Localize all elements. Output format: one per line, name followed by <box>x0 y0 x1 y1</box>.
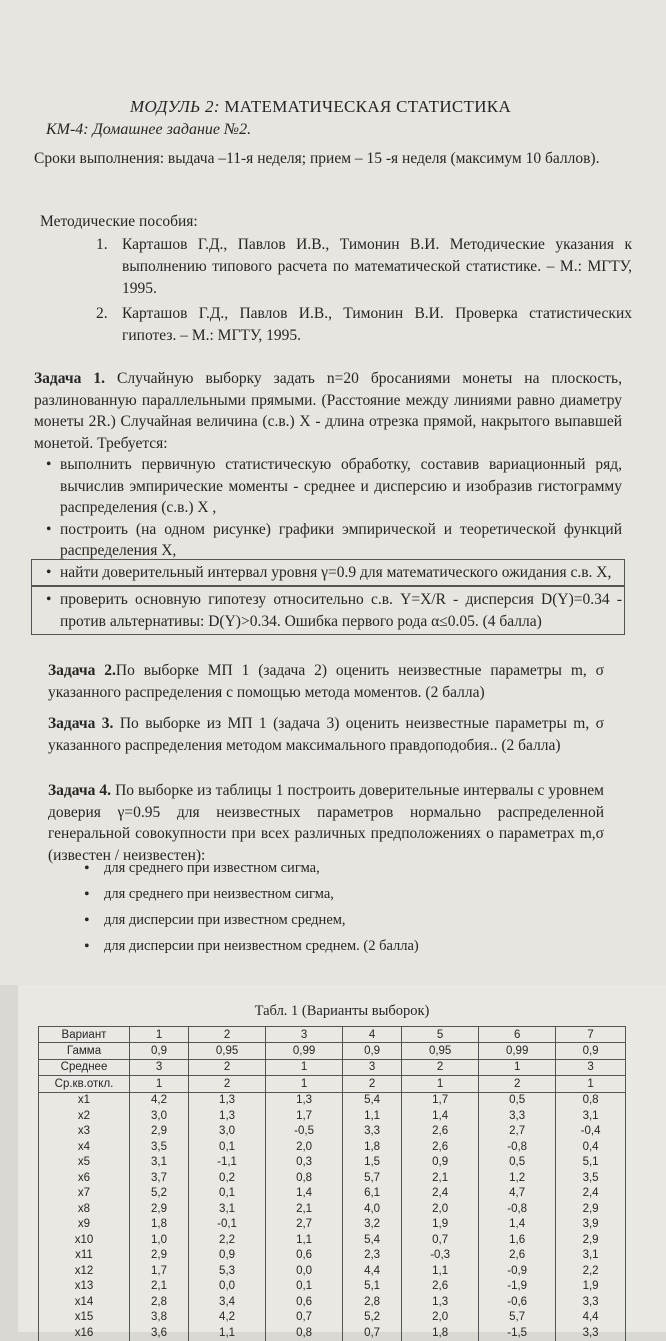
table-cell: -0,9 <box>479 1263 556 1279</box>
table-cell: -0,5 <box>266 1124 343 1140</box>
table-cell: 3 <box>343 1059 402 1076</box>
table-cell: 1,6 <box>479 1232 556 1248</box>
table-cell: 0,1 <box>266 1279 343 1295</box>
task-2-text: По выборке МП 1 (задача 2) оценить неизвестные параметры m, σ указанного распределения с помощью метода моментов. (2 балла) <box>48 662 604 701</box>
table-cell: 0,6 <box>266 1294 343 1310</box>
table-cell: 1,4 <box>479 1217 556 1233</box>
task-3 <box>48 713 604 756</box>
table-cell: 1,8 <box>402 1325 479 1341</box>
table-cell: 1,0 <box>130 1232 189 1248</box>
table-cell: 1,3 <box>266 1092 343 1108</box>
table-cell: 3 <box>130 1059 189 1076</box>
table-cell: 3,3 <box>479 1108 556 1124</box>
task-4-bullet: • для дисперсии при известном среднем, <box>84 912 584 938</box>
table-cell: 0,9 <box>402 1155 479 1171</box>
table-cell: 1,3 <box>189 1108 266 1124</box>
table-cell: 1,7 <box>402 1092 479 1108</box>
table-cell: 5,1 <box>556 1155 626 1171</box>
table-cell: -0,8 <box>479 1139 556 1155</box>
table-cell: 1,9 <box>402 1217 479 1233</box>
table-row <box>39 1124 626 1140</box>
table-cell: 3,0 <box>189 1124 266 1140</box>
table-cell: 2,9 <box>130 1248 189 1264</box>
table-cell: 3,7 <box>130 1170 189 1186</box>
table-cell: 1 <box>130 1076 189 1093</box>
table-cell: 2,3 <box>343 1248 402 1264</box>
table-row <box>39 1201 626 1217</box>
task-1-text: Случайную выборку задать n=20 бросаниями монеты на плоскость, разлинованную параллельными прямыми. (Расстояние между линиями равно диаметру монеты 2R.) Случайная величина (с.в.) X - длина отрезка прямой, накрытого выпавшей монетой. Требуется: <box>34 370 622 452</box>
table-cell: 5,7 <box>479 1310 556 1326</box>
variants-table <box>38 1026 626 1341</box>
table-cell: 0,99 <box>266 1043 343 1060</box>
table-row <box>39 1232 626 1248</box>
table-cell: 1,7 <box>266 1108 343 1124</box>
task-1 <box>34 368 622 632</box>
table-cell: 3,5 <box>130 1139 189 1155</box>
deadline-text: Сроки выполнения: выдача –11-я неделя; прием – 15 -я неделя (максимум 10 баллов). <box>34 150 600 167</box>
table-cell: 0,4 <box>556 1139 626 1155</box>
assignment-subtitle: КМ-4: Домашнее задание №2. <box>46 121 252 138</box>
table-cell: 2,1 <box>130 1279 189 1295</box>
table-cell: 2,9 <box>556 1201 626 1217</box>
table-cell: 2,9 <box>130 1201 189 1217</box>
table-cell: 3 <box>556 1059 626 1076</box>
row-label: x2 <box>39 1108 130 1124</box>
table-cell: 3,2 <box>343 1217 402 1233</box>
task-3-label: Задача 3. <box>48 715 114 732</box>
table-row <box>39 1294 626 1310</box>
table-cell: 0,9 <box>130 1043 189 1060</box>
table-cell: 4,4 <box>556 1310 626 1326</box>
row-label: x13 <box>39 1279 130 1295</box>
variants-sheet <box>18 985 666 1339</box>
table-cell: 3,4 <box>189 1294 266 1310</box>
row-label: x10 <box>39 1232 130 1248</box>
table-cell: 2,7 <box>266 1217 343 1233</box>
table-cell: 1,1 <box>402 1263 479 1279</box>
table-cell: 3,3 <box>343 1124 402 1140</box>
table-cell: 1,2 <box>479 1170 556 1186</box>
task-2 <box>48 660 604 703</box>
table-cell: 2,8 <box>343 1294 402 1310</box>
param-row <box>39 1043 626 1060</box>
table-cell: 3,1 <box>189 1201 266 1217</box>
table-cell: 2 <box>189 1059 266 1076</box>
table-row <box>39 1170 626 1186</box>
table-cell: 2,0 <box>402 1201 479 1217</box>
table-cell: 3,1 <box>556 1108 626 1124</box>
table-cell: 3,8 <box>130 1310 189 1326</box>
table-cell: 1 <box>556 1076 626 1093</box>
table-cell: 0,8 <box>266 1325 343 1341</box>
task-4-label: Задача 4. <box>48 782 112 799</box>
table-row <box>39 1263 626 1279</box>
table-cell: 1,9 <box>556 1279 626 1295</box>
table-header-row <box>39 1027 626 1043</box>
table-cell: 5,1 <box>343 1279 402 1295</box>
table-caption: Табл. 1 (Варианты выборок) <box>254 1003 430 1019</box>
table-cell: 5,3 <box>189 1263 266 1279</box>
table-row <box>39 1217 626 1233</box>
variant-number: 6 <box>479 1027 556 1043</box>
table-cell: 5,2 <box>130 1186 189 1202</box>
table-cell: 0,3 <box>266 1155 343 1171</box>
variant-number: 1 <box>130 1027 189 1043</box>
table-row <box>39 1248 626 1264</box>
table-cell: 3,3 <box>556 1325 626 1341</box>
task-1-bullet: • выполнить первичную статистическую обработку, составив вариационный ряд, вычислив эмпирические моменты - среднее и дисперсию и изобразив гистограмму распределения (с.в.) X , <box>34 454 622 519</box>
table-cell: 2,6 <box>402 1124 479 1140</box>
variant-number: 3 <box>266 1027 343 1043</box>
table-cell: 2,6 <box>402 1139 479 1155</box>
table-cell: 2 <box>189 1076 266 1093</box>
table-cell: -1,5 <box>479 1325 556 1341</box>
table-cell: 2,2 <box>556 1263 626 1279</box>
task-1-bullet: • построить (на одном рисунке) графики эмпирической и теоретической функций распределения X, <box>34 519 622 562</box>
variant-number: 2 <box>189 1027 266 1043</box>
row-label: x9 <box>39 1217 130 1233</box>
variant-number: 4 <box>343 1027 402 1043</box>
table-cell: 0,9 <box>556 1043 626 1060</box>
table-cell: 1 <box>479 1059 556 1076</box>
task-1-bullet-boxed: • проверить основную гипотезу относительно с.в. Y=X/R - дисперсия D(Y)=0.34 - против альтернативы: D(Y)>0.34. Ошибка первого рода α≤0.05. (4 балла) <box>34 589 622 632</box>
task-1-intro <box>34 368 622 454</box>
variant-header-label: Вариант <box>39 1027 130 1043</box>
table-cell: 2,7 <box>479 1124 556 1140</box>
table-cell: 2 <box>343 1076 402 1093</box>
table-cell: 5,4 <box>343 1232 402 1248</box>
table-cell: -0,1 <box>189 1217 266 1233</box>
row-label: x12 <box>39 1263 130 1279</box>
table-cell: 0,99 <box>479 1043 556 1060</box>
table-cell: -1,1 <box>189 1155 266 1171</box>
table-cell: 3,5 <box>556 1170 626 1186</box>
sample-rows <box>39 1092 626 1341</box>
row-label: x3 <box>39 1124 130 1140</box>
table-cell: 0,1 <box>189 1186 266 1202</box>
table-cell: 2,9 <box>130 1124 189 1140</box>
variant-number: 5 <box>402 1027 479 1043</box>
table-cell: 1,8 <box>343 1139 402 1155</box>
row-label: x15 <box>39 1310 130 1326</box>
param-row <box>39 1059 626 1076</box>
row-label: x8 <box>39 1201 130 1217</box>
module-title <box>130 97 511 117</box>
table-cell: 3,0 <box>130 1108 189 1124</box>
row-label: x7 <box>39 1186 130 1202</box>
table-cell: 1,4 <box>266 1186 343 1202</box>
table-cell: 3,1 <box>130 1155 189 1171</box>
row-label: Гамма <box>39 1043 130 1060</box>
table-cell: 2,9 <box>556 1232 626 1248</box>
task-3-text: По выборке из МП 1 (задача 3) оценить неизвестные параметры m, σ указанного распределения методом максимального правдоподобия.. (2 балла) <box>48 715 605 754</box>
task-4-bullet: • для дисперсии при неизвестном среднем. (2 балла) <box>84 938 584 964</box>
table-cell: 0,1 <box>189 1139 266 1155</box>
methodic-list <box>96 234 632 350</box>
table-cell: 4,2 <box>130 1092 189 1108</box>
table-row <box>39 1108 626 1124</box>
table-cell: 0,2 <box>189 1170 266 1186</box>
module-title-number: МОДУЛЬ 2: <box>130 97 220 116</box>
table-cell: 4,2 <box>189 1310 266 1326</box>
row-label: x14 <box>39 1294 130 1310</box>
table-cell: 1,5 <box>343 1155 402 1171</box>
task-1-bullet-boxed: • найти доверительный интервал уровня γ=0.9 для математического ожидания с.в. X, <box>34 562 622 584</box>
param-row <box>39 1076 626 1093</box>
table-cell: 1,1 <box>189 1325 266 1341</box>
table-cell: 4,4 <box>343 1263 402 1279</box>
table-cell: 3,9 <box>556 1217 626 1233</box>
table-cell: 0,0 <box>189 1279 266 1295</box>
table-cell: 0,7 <box>266 1310 343 1326</box>
row-label: x16 <box>39 1325 130 1341</box>
table-cell: 4,0 <box>343 1201 402 1217</box>
table-row <box>39 1139 626 1155</box>
table-cell: 1 <box>266 1059 343 1076</box>
table-cell: 3,1 <box>556 1248 626 1264</box>
table-cell: 2,0 <box>266 1139 343 1155</box>
table-cell: 0,7 <box>343 1325 402 1341</box>
table-cell: -1,9 <box>479 1279 556 1295</box>
methodic-item-number: 2. <box>96 305 108 322</box>
table-cell: 6,1 <box>343 1186 402 1202</box>
task-4-bullet: • для среднего при известном сигма, <box>84 860 584 886</box>
table-cell: 3,3 <box>556 1294 626 1310</box>
row-label: x4 <box>39 1139 130 1155</box>
table-cell: 0,5 <box>479 1155 556 1171</box>
table-cell: 2 <box>402 1059 479 1076</box>
table-cell: 5,2 <box>343 1310 402 1326</box>
methodic-item-text: Карташов Г.Д., Павлов И.В., Тимонин В.И. Проверка статистических гипотез. – М.: МГТУ, 1995. <box>122 305 632 344</box>
table-cell: 2,4 <box>402 1186 479 1202</box>
module-title-text: МАТЕМАТИЧЕСКАЯ СТАТИСТИКА <box>219 97 512 116</box>
table-cell: 2,4 <box>556 1186 626 1202</box>
methodic-heading: Методические пособия: <box>40 213 198 230</box>
table-row <box>39 1092 626 1108</box>
methodic-item-number: 1. <box>96 236 108 253</box>
table-row <box>39 1155 626 1171</box>
methodic-item-text: Карташов Г.Д., Павлов И.В., Тимонин В.И. Методические указания к выполнению типового расчета по математической статистике. – М.: МГТУ, 1995. <box>122 236 632 297</box>
table-cell: 0,5 <box>479 1092 556 1108</box>
table-row <box>39 1186 626 1202</box>
table-row <box>39 1325 626 1341</box>
table-cell: 2,6 <box>479 1248 556 1264</box>
table-cell: 0,9 <box>343 1043 402 1060</box>
row-label: x6 <box>39 1170 130 1186</box>
table-cell: 0,7 <box>402 1232 479 1248</box>
table-row <box>39 1310 626 1326</box>
table-cell: 0,8 <box>556 1092 626 1108</box>
task-1-label: Задача 1. <box>34 370 106 387</box>
table-cell: 1,1 <box>266 1232 343 1248</box>
table-cell: 0,95 <box>402 1043 479 1060</box>
table-cell: 1 <box>402 1076 479 1093</box>
task-4-list <box>84 860 584 964</box>
task-2-label: Задача 2. <box>48 662 116 679</box>
table-cell: 1,8 <box>130 1217 189 1233</box>
table-cell: 0,0 <box>266 1263 343 1279</box>
table-cell: 2,8 <box>130 1294 189 1310</box>
table-cell: 0,9 <box>189 1248 266 1264</box>
table-row <box>39 1279 626 1295</box>
row-label: x11 <box>39 1248 130 1264</box>
table-cell: 2,2 <box>189 1232 266 1248</box>
methodic-item <box>96 234 632 300</box>
table-cell: 0,8 <box>266 1170 343 1186</box>
table-cell: 2,1 <box>266 1201 343 1217</box>
table-cell: 1,3 <box>189 1092 266 1108</box>
table-cell: -0,3 <box>402 1248 479 1264</box>
table-cell: 5,4 <box>343 1092 402 1108</box>
table-cell: 1,3 <box>402 1294 479 1310</box>
table-cell: -0,4 <box>556 1124 626 1140</box>
table-cell: 0,6 <box>266 1248 343 1264</box>
variant-number: 7 <box>556 1027 626 1043</box>
table-cell: 2,0 <box>402 1310 479 1326</box>
table-cell: -0,6 <box>479 1294 556 1310</box>
param-rows <box>39 1043 626 1093</box>
table-cell: -0,8 <box>479 1201 556 1217</box>
table-cell: 1,1 <box>343 1108 402 1124</box>
table-cell: 1 <box>266 1076 343 1093</box>
table-cell: 2,1 <box>402 1170 479 1186</box>
table-cell: 1,7 <box>130 1263 189 1279</box>
table-cell: 3,6 <box>130 1325 189 1341</box>
row-label: x1 <box>39 1092 130 1108</box>
table-cell: 5,7 <box>343 1170 402 1186</box>
row-label: x5 <box>39 1155 130 1171</box>
table-cell: 4,7 <box>479 1186 556 1202</box>
task-4 <box>48 780 604 866</box>
row-label: Ср.кв.откл. <box>39 1076 130 1093</box>
methodic-item <box>96 303 632 347</box>
table-cell: 2,6 <box>402 1279 479 1295</box>
table-cell: 1,4 <box>402 1108 479 1124</box>
table-cell: 2 <box>479 1076 556 1093</box>
task-4-bullet: • для среднего при неизвестном сигма, <box>84 886 584 912</box>
row-label: Среднее <box>39 1059 130 1076</box>
table-cell: 0,95 <box>189 1043 266 1060</box>
task-4-text: По выборке из таблицы 1 построить доверительные интервалы с уровнем доверия γ=0.95 для неизвестных параметров нормально распределенной генеральной совокупности при всех различных предположениях о параметрах m,σ (известен / неизвестен): <box>48 782 604 864</box>
